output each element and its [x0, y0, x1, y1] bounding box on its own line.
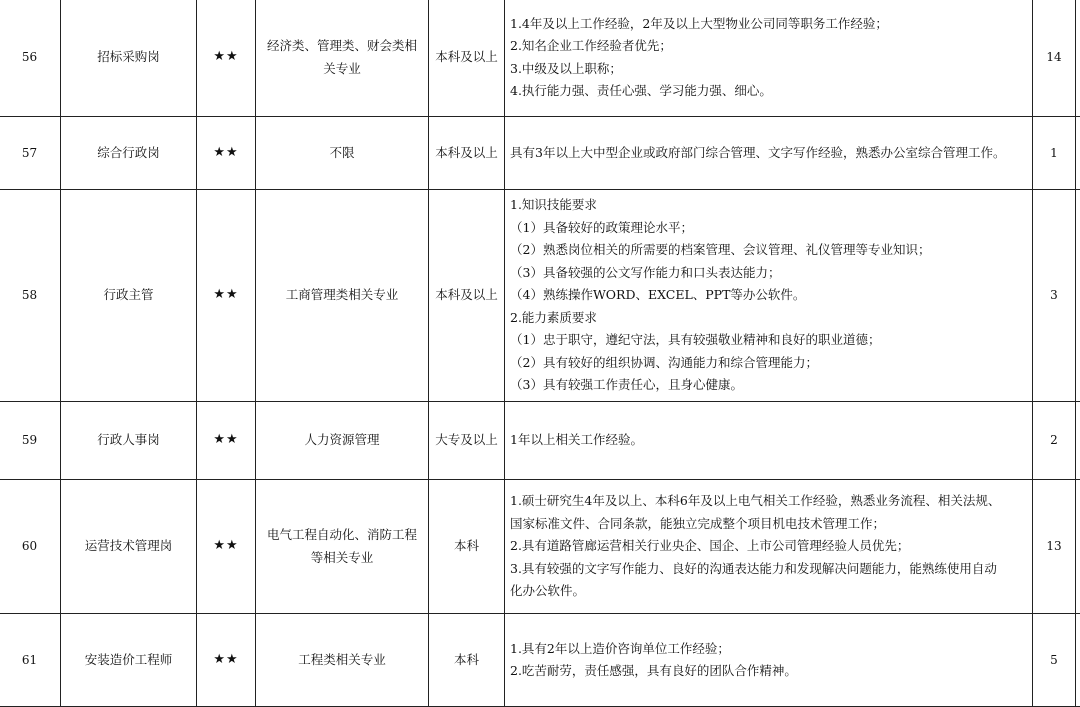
major-cell: 电气工程自动化、消防工程等相关专业 [256, 480, 429, 614]
row-number-cell: 56 [0, 0, 61, 117]
major-cell: 人力资源管理 [256, 402, 429, 480]
education-cell: 本科及以上 [429, 0, 505, 117]
requirement-line: 3.具有较强的文字写作能力、良好的沟通表达能力和发现解决问题能力，能熟练使用自动 [510, 558, 1027, 581]
requirement-line: 化办公软件。 [510, 580, 1027, 603]
headcount-cell: 1 [1033, 117, 1076, 190]
requirement-line: 3.中级及以上职称； [510, 58, 1027, 81]
education-cell: 本科及以上 [429, 117, 505, 190]
major-cell: 工商管理类相关专业 [256, 190, 429, 402]
requirement-line: （3）具备较强的公文写作能力和口头表达能力； [510, 262, 1027, 285]
education-cell: 本科及以上 [429, 190, 505, 402]
headcount-cell: 3 [1033, 190, 1076, 402]
requirement-line: 2.能力素质要求 [510, 307, 1027, 330]
headcount-cell: 14 [1033, 0, 1076, 117]
requirement-line: 1.硕士研究生4年及以上、本科6年及以上电气相关工作经验，熟悉业务流程、相关法规、 [510, 490, 1027, 513]
position-cell: 运营技术管理岗 [61, 480, 197, 614]
education-cell: 大专及以上 [429, 402, 505, 480]
requirement-line: 1.4年及以上工作经验，2年及以上大型物业公司同等职务工作经验； [510, 13, 1027, 36]
row-number-cell: 60 [0, 480, 61, 614]
major-cell: 工程类相关专业 [256, 614, 429, 707]
requirement-line: （4）熟练操作WORD、EXCEL、PPT等办公软件。 [510, 284, 1027, 307]
requirement-line: （1）具备较好的政策理论水平； [510, 217, 1027, 240]
level-stars-cell: ★★ [197, 402, 256, 480]
position-cell: 招标采购岗 [61, 0, 197, 117]
table-row [0, 190, 1080, 402]
education-cell: 本科 [429, 480, 505, 614]
level-stars-cell: ★★ [197, 614, 256, 707]
trailing-cell [1076, 0, 1080, 117]
requirement-line: 具有3年以上大中型企业或政府部门综合管理、文字写作经验，熟悉办公室综合管理工作。 [510, 142, 1027, 165]
requirement-line: 2.具有道路管廊运营相关行业央企、国企、上市公司管理经验人员优先； [510, 535, 1027, 558]
level-stars-cell: ★★ [197, 0, 256, 117]
table-row [0, 614, 1080, 707]
position-cell: 安装造价工程师 [61, 614, 197, 707]
headcount-cell: 13 [1033, 480, 1076, 614]
requirements-cell [505, 117, 1033, 190]
requirements-cell [505, 190, 1033, 402]
requirement-line: 4.执行能力强、责任心强、学习能力强、细心。 [510, 80, 1027, 103]
requirement-line: 2.知名企业工作经验者优先； [510, 35, 1027, 58]
row-number-cell: 58 [0, 190, 61, 402]
requirement-line: （1）忠于职守，遵纪守法，具有较强敬业精神和良好的职业道德； [510, 329, 1027, 352]
trailing-cell [1076, 402, 1080, 480]
table-row [0, 480, 1080, 614]
headcount-cell: 5 [1033, 614, 1076, 707]
requirement-line: 1.知识技能要求 [510, 194, 1027, 217]
requirement-line: （2）熟悉岗位相关的所需要的档案管理、会议管理、礼仪管理等专业知识； [510, 239, 1027, 262]
requirements-cell [505, 0, 1033, 117]
education-cell: 本科 [429, 614, 505, 707]
requirement-line: 2.吃苦耐劳，责任感强，具有良好的团队合作精神。 [510, 660, 1027, 683]
position-cell: 行政人事岗 [61, 402, 197, 480]
trailing-cell [1076, 117, 1080, 190]
table-row [0, 402, 1080, 480]
trailing-cell [1076, 614, 1080, 707]
table-row [0, 0, 1080, 117]
level-stars-cell: ★★ [197, 190, 256, 402]
row-number-cell: 57 [0, 117, 61, 190]
position-cell: 综合行政岗 [61, 117, 197, 190]
requirement-line: （2）具有较好的组织协调、沟通能力和综合管理能力； [510, 352, 1027, 375]
trailing-cell [1076, 480, 1080, 614]
requirement-line: 1.具有2年以上造价咨询单位工作经验； [510, 638, 1027, 661]
requirement-line: （3）具有较强工作责任心，且身心健康。 [510, 374, 1027, 397]
requirements-cell [505, 402, 1033, 480]
requirements-cell [505, 480, 1033, 614]
trailing-cell [1076, 190, 1080, 402]
row-number-cell: 61 [0, 614, 61, 707]
requirement-line: 国家标准文件、合同条款，能独立完成整个项目机电技术管理工作； [510, 513, 1027, 536]
requirement-line: 1年以上相关工作经验。 [510, 429, 1027, 452]
major-cell: 经济类、管理类、财会类相关专业 [256, 0, 429, 117]
requirements-cell [505, 614, 1033, 707]
position-cell: 行政主管 [61, 190, 197, 402]
level-stars-cell: ★★ [197, 480, 256, 614]
table-row [0, 117, 1080, 190]
level-stars-cell: ★★ [197, 117, 256, 190]
headcount-cell: 2 [1033, 402, 1076, 480]
major-cell: 不限 [256, 117, 429, 190]
row-number-cell: 59 [0, 402, 61, 480]
